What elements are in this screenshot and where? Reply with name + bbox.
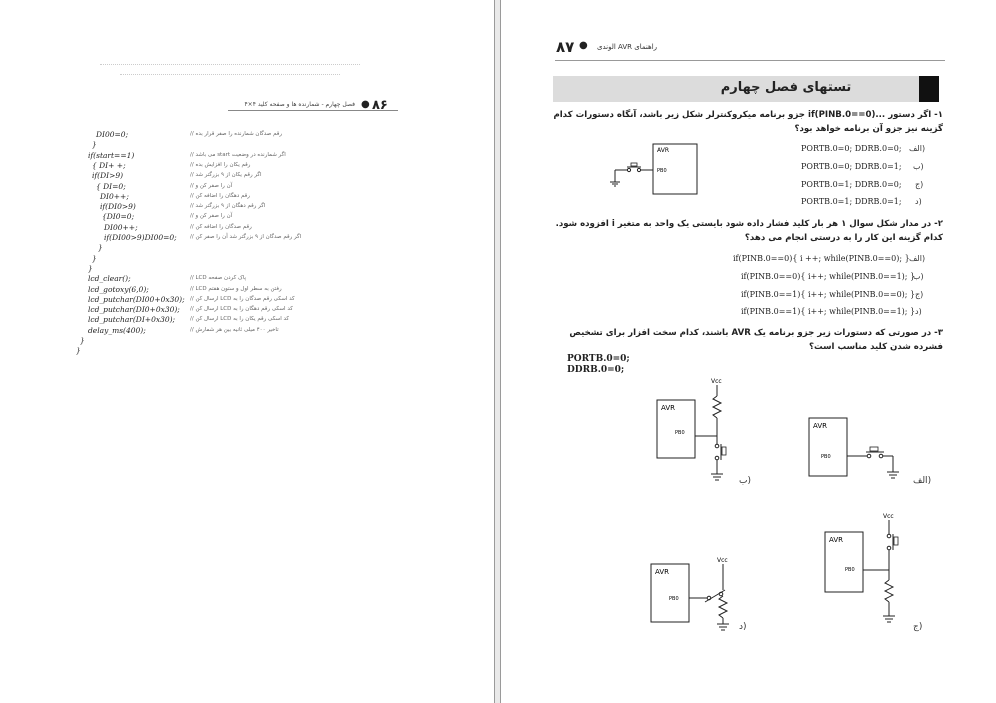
- q2-option-a-value: if(PINB.0==0){ i ++; while(PINB.0==0); }: [733, 254, 910, 263]
- code-line: }: [88, 263, 93, 273]
- q2-option-b-label: ب): [913, 272, 924, 281]
- code-comment: رفتن به سطر اول و ستون هفتم LCD //: [190, 285, 282, 292]
- avr-chip-label: AVR: [813, 422, 827, 430]
- q3-circuit-c: [819, 510, 929, 630]
- code-comment: اگر رقم یکان از ۹ بزرگتر شد //: [190, 172, 262, 179]
- pb0-pin-label: PB0: [845, 567, 855, 573]
- q2-option-c-value: if(PINB.0==1){ i++; while(PINB.0==0); }: [741, 290, 916, 299]
- code-line: { DI=0;: [96, 181, 126, 191]
- code-comment: کد اسکی رقم صدگان را به LCD ارسال کن //: [190, 295, 295, 302]
- code-comment: اگر رقم دهگان از ۹ بزرگتر شد //: [190, 203, 266, 210]
- q1-option-c-label: ج): [915, 180, 924, 189]
- header-bullet: ●: [361, 99, 370, 110]
- code-line: }: [80, 336, 85, 345]
- question-2-text: ۲- در مدار شکل سوال ۱ هر بار کلید فشار داده شود بایستی یک واحد به متغیر i افزوده شود. کدام گزینه این کار را به درستی انجام می دهد؟: [555, 219, 943, 243]
- q3-code-line-2: DDRB.0=0;: [567, 365, 625, 375]
- code-line: lcd_gotoxy(6,0);: [88, 284, 149, 294]
- vcc-label: Vcc: [717, 557, 728, 564]
- code-line: lcd_putchar(DI+0x30);: [88, 315, 176, 325]
- question-3-text: ۳- در صورتی که دستورات زیر جزو برنامه یک AVR باشند، کدام سخت افزار برای تشخیص فشرده شدن کلید مناسب است؟: [569, 328, 943, 352]
- bleed-through-line: [120, 74, 340, 75]
- code-comment: اگر شمارنده در وضعیت start می باشد //: [190, 151, 286, 158]
- code-comment: رقم یکان را افزایش بده //: [190, 161, 251, 168]
- code-line: delay_ms(400);: [88, 325, 146, 335]
- q1-circuit-diagram: [601, 140, 721, 200]
- vcc-label: Vcc: [883, 513, 894, 520]
- q1-option-a-value: PORTB.0=0; DDRB.0=0;: [801, 144, 902, 153]
- q1-option-b-label: ب): [913, 162, 924, 171]
- header-bullet: ●: [579, 40, 588, 51]
- code-comment: پاک کردن صفحه LCD //: [190, 275, 247, 282]
- code-line: if(DI00>9)DI00=0;: [104, 233, 177, 242]
- right-page: [500, 0, 996, 703]
- code-line: }: [98, 243, 103, 253]
- q1-option-d-value: PORTB.0=1; DDRB.0=1;: [801, 197, 902, 206]
- q3-circuit-c-label: ج): [913, 622, 923, 632]
- code-comment: آن را صفر کن و //: [190, 182, 233, 189]
- q3-code-line-1: PORTB.0=0;: [567, 354, 630, 364]
- chapter-title-marker: [919, 76, 939, 102]
- q2-option-b-value: if(PINB.0==0){ i++; while(PINB.0==1); }: [741, 272, 916, 281]
- avr-chip-label: AVR: [655, 568, 669, 576]
- code-line: DI00=0;: [96, 130, 129, 139]
- code-line: }: [92, 253, 97, 263]
- pb0-pin-label: PB0: [669, 596, 679, 602]
- avr-chip-label: AVR: [661, 404, 675, 412]
- code-line: }: [76, 346, 81, 356]
- code-line: lcd_putchar(DI0+0x30);: [88, 305, 180, 315]
- q2-option-a-label: الف): [909, 254, 926, 263]
- code-comment: آن را صفر کن و //: [190, 213, 233, 220]
- running-title: راهنمای AVR الوندی: [597, 43, 658, 51]
- q3-circuit-a-label: الف): [913, 476, 932, 486]
- pb0-pin-label: PB0: [657, 168, 667, 174]
- q3-circuit-d-label: د): [739, 622, 747, 632]
- code-line: {DI0=0;: [102, 212, 135, 222]
- left-page: [0, 0, 495, 703]
- q3-circuit-d: [645, 552, 745, 632]
- q1-option-d-label: د): [915, 197, 922, 206]
- avr-chip-label: AVR: [829, 536, 843, 544]
- code-line: if(DI>9): [92, 171, 124, 181]
- bleed-through-line: [100, 64, 360, 65]
- page-number: ۸۷: [556, 38, 575, 56]
- code-line: lcd_clear();: [88, 274, 131, 284]
- code-line: if(start==1): [88, 150, 135, 160]
- code-comment: کد اسکی رقم دهگان را به LCD ارسال کن //: [190, 306, 293, 313]
- code-line: }: [92, 140, 97, 150]
- code-line: DI0++;: [100, 191, 129, 201]
- code-line: if(DI0>9): [100, 202, 136, 212]
- q1-option-a-label: الف): [909, 144, 926, 153]
- page-number: ۸۶: [372, 98, 388, 113]
- q2-option-d-label: د): [915, 307, 922, 316]
- header-rule: [555, 60, 945, 61]
- code-line: { DI+ +;: [92, 160, 126, 170]
- pb0-pin-label: PB0: [821, 454, 831, 460]
- avr-chip-label: AVR: [657, 147, 669, 154]
- pb0-pin-label: PB0: [675, 430, 685, 436]
- vcc-label: Vcc: [711, 378, 722, 385]
- code-comment: کد اسکی رقم یکان را به LCD ارسال کن //: [190, 316, 290, 323]
- code-comment: رقم دهگان را اضافه کن //: [190, 192, 250, 199]
- code-line: DI00++;: [104, 222, 138, 232]
- running-title: فصل چهارم - شمارنده ها و صفحه کلید ۴×۴: [244, 101, 355, 108]
- q3-circuit-a: [801, 414, 931, 490]
- code-comment: رقم صدگان را اضافه کن //: [190, 223, 252, 230]
- q3-circuit-b-label: ب): [739, 476, 751, 486]
- q1-option-c-value: PORTB.0=1; DDRB.0=0;: [801, 180, 902, 189]
- q1-option-b-value: PORTB.0=0; DDRB.0=1;: [801, 162, 902, 171]
- q3-circuit-b: [651, 374, 741, 486]
- code-comment: اگر رقم صدگان از ۹ بزرگتر شد آن را صفر کن //: [190, 234, 302, 240]
- header-rule: [228, 110, 398, 111]
- question-1-text: ۱- اگر دستور ...if(PINB.0==0) جزو برنامه میکروکنترلر شکل زیر باشد، آنگاه دستورات کدام گزینه نیز جزو آن برنامه خواهد بود؟: [553, 110, 943, 134]
- code-line: lcd_putchar(DI00+0x30);: [88, 294, 185, 304]
- chapter-title: تستهای فصل چهارم: [720, 80, 852, 95]
- q2-option-d-value: if(PINB.0==1){ i++; while(PINB.0==1); }: [741, 307, 916, 316]
- code-comment: تاخیر ۴۰۰ میلی ثانیه بین هر شمارش //: [190, 326, 279, 333]
- q2-option-c-label: ج): [915, 290, 924, 299]
- code-comment: رقم صدگان شمارنده را صفر قرار بده //: [190, 131, 283, 137]
